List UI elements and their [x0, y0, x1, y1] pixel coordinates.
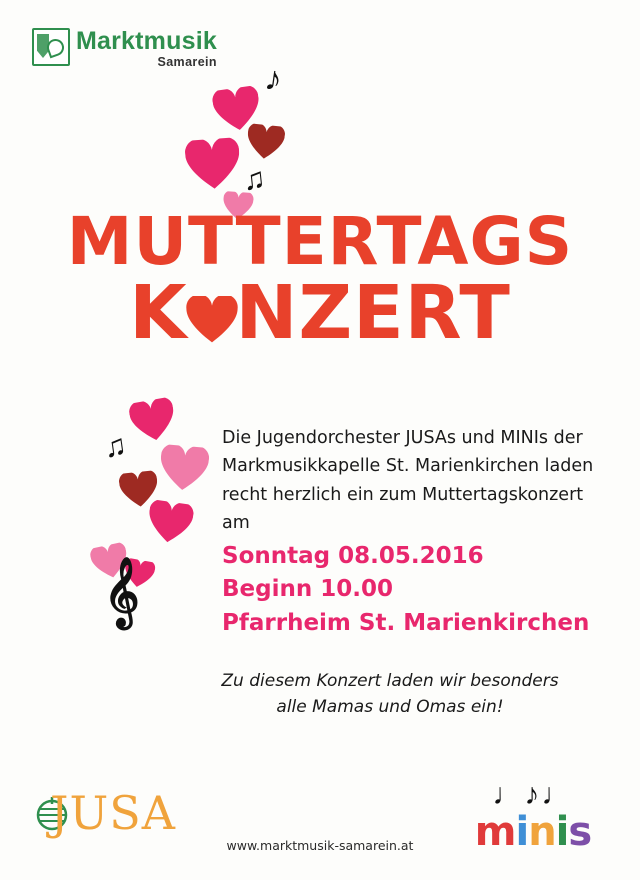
event-venue: Pfarrheim St. Marienkirchen [222, 609, 590, 636]
event-details [222, 540, 622, 640]
minis-letter: i [555, 809, 569, 855]
heart-decor [184, 137, 241, 193]
title-line-1: MUTTERTAGS [66, 203, 574, 280]
closing-line-2: alle Mamas und Omas ein! [276, 697, 504, 718]
treble-clef-icon: 𝄞 [104, 558, 140, 625]
logo-title: Marktmusik [76, 27, 217, 55]
jusa-wordmark: JUSA [50, 786, 176, 840]
music-notes-icon: ♩♪♩ [492, 778, 574, 811]
crest-icon [32, 28, 70, 66]
closing-note [180, 668, 600, 721]
website-url[interactable]: www.marktmusik-samarein.at [226, 838, 414, 853]
closing-line-1: Zu diesem Konzert laden wir besonders [221, 671, 559, 691]
event-time: Beginn 10.00 [222, 576, 393, 603]
music-note-icon: ♫ [241, 161, 268, 198]
title-line-2-right: NZERT [235, 269, 511, 356]
minis-letter: n [528, 809, 556, 855]
heart-decor [245, 123, 285, 162]
heart-decor [128, 396, 179, 445]
minis-letter: i [515, 809, 529, 855]
title-line-2-left: K [129, 269, 188, 356]
minis-letter: s [568, 809, 592, 855]
event-date: Sonntag 08.05.2016 [222, 543, 484, 569]
intro-paragraph: Die Jugendorchester JUSAs und MINIs der Markmusikkapelle St. Marienkirchen laden recht herzlich ein zum Muttertagskonzert am [222, 428, 594, 534]
page-title [0, 203, 640, 356]
minis-letter: m [474, 809, 516, 855]
title-line-2 [129, 269, 511, 356]
heart-decor [145, 499, 194, 547]
logo-wordmark [76, 28, 217, 69]
heart-icon [186, 296, 238, 344]
music-note-icon: ♫ [101, 428, 129, 465]
marktmusik-logo [32, 28, 217, 69]
logo-subtitle: Samarein [157, 55, 217, 69]
heart-decor [158, 444, 210, 494]
music-note-icon: ♪ [262, 59, 285, 99]
